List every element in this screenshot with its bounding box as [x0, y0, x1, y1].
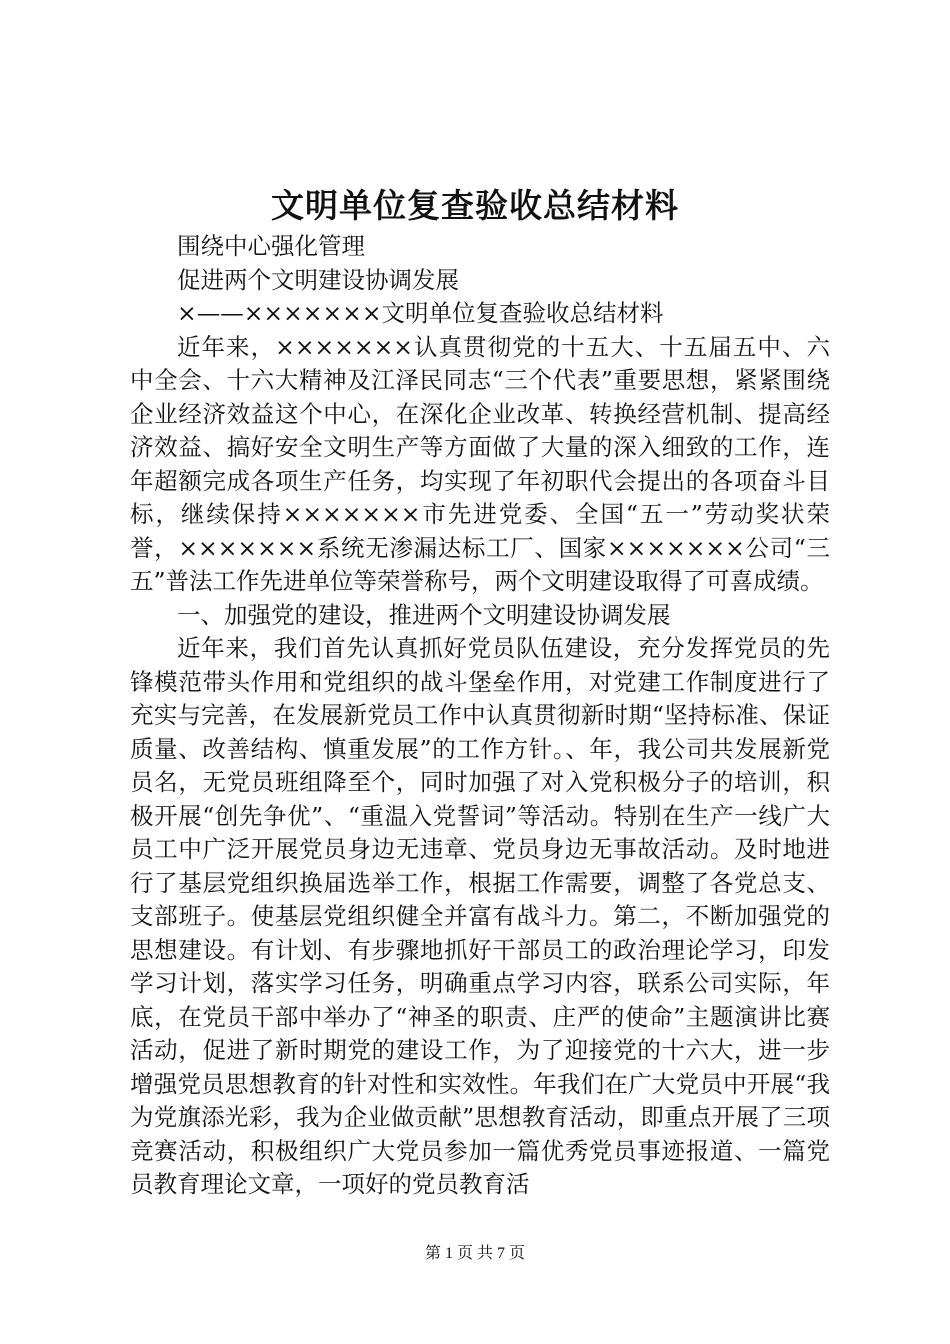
page-number: 第 1 页 共 7 页	[424, 1245, 525, 1262]
document-body	[130, 230, 830, 1202]
section-paragraph-1: 近年来，我们首先认真抓好党员队伍建设，充分发挥党员的先锋模范带头作用和党组织的战斗堡垒作用，对党建工作制度进行了充实与完善，在发展新党员工作中认真贯彻新时期“坚持标准、保证质量、改善结构、慎重发展”的工作方针。、年，我公司共发展新党员名，无党员班组降至个，同时加强了对入党积极分子的培训，积极开展“创先争优”、“重温入党誓词”等活动。特别在生产一线广大员工中广泛开展党员身边无违章、党员身边无事故活动。及时地进行了基层党组织换届选举工作，根据工作需要，调整了各党总支、支部班子。使基层党组织健全并富有战斗力。第二，不断加强党的思想建设。有计划、有步骤地抓好干部员工的政治理论学习，印发学习计划，落实学习任务，明确重点学习内容，联系公司实际，年底，在党员干部中举办了“神圣的职责、庄严的使命”主题演讲比赛活动，促进了新时期党的建设工作，为了迎接党的十六大，进一步增强党员思想教育的针对性和实效性。年我们在广大党员中开展“我为党旗添光彩，我为企业做贡献”思想教育活动，即重点开展了三项竞赛活动，积极组织广大党员参加一篇优秀党员事迹报道、一篇党员教育理论文章，一项好的党员教育活	[130, 634, 830, 1198]
intro-paragraph: 近年来，×××××××认真贯彻党的十五大、十五届五中、六中全会、十六大精神及江泽民同志“三个代表”重要思想，紧紧围绕企业经济效益这个中心，在深化企业改革、转换经营机制、提高经济效益、搞好安全文明生产等方面做了大量的深入细致的工作，连年超额完成各项生产任务，均实现了年初职代会提出的各项奋斗目标，继续保持×××××××市先进党委、全国“五一”劳动奖状荣誉，×××××××系统无渗漏达标工厂、国家×××××××公司“三五”普法工作先进单位等荣誉称号，两个文明建设取得了可喜成绩。	[130, 332, 830, 595]
subtitle-line-2: 促进两个文明建设协调发展	[177, 265, 459, 294]
document-title: 文明单位复查验收总结材料	[271, 186, 679, 225]
section-heading-1: 一、加强党的建设，推进两个文明建设协调发展	[177, 600, 671, 629]
subtitle-line-1: 围绕中心强化管理	[177, 232, 365, 260]
subtitle-line-3: ×——×××××××文明单位复查验收总结材料	[177, 299, 664, 327]
